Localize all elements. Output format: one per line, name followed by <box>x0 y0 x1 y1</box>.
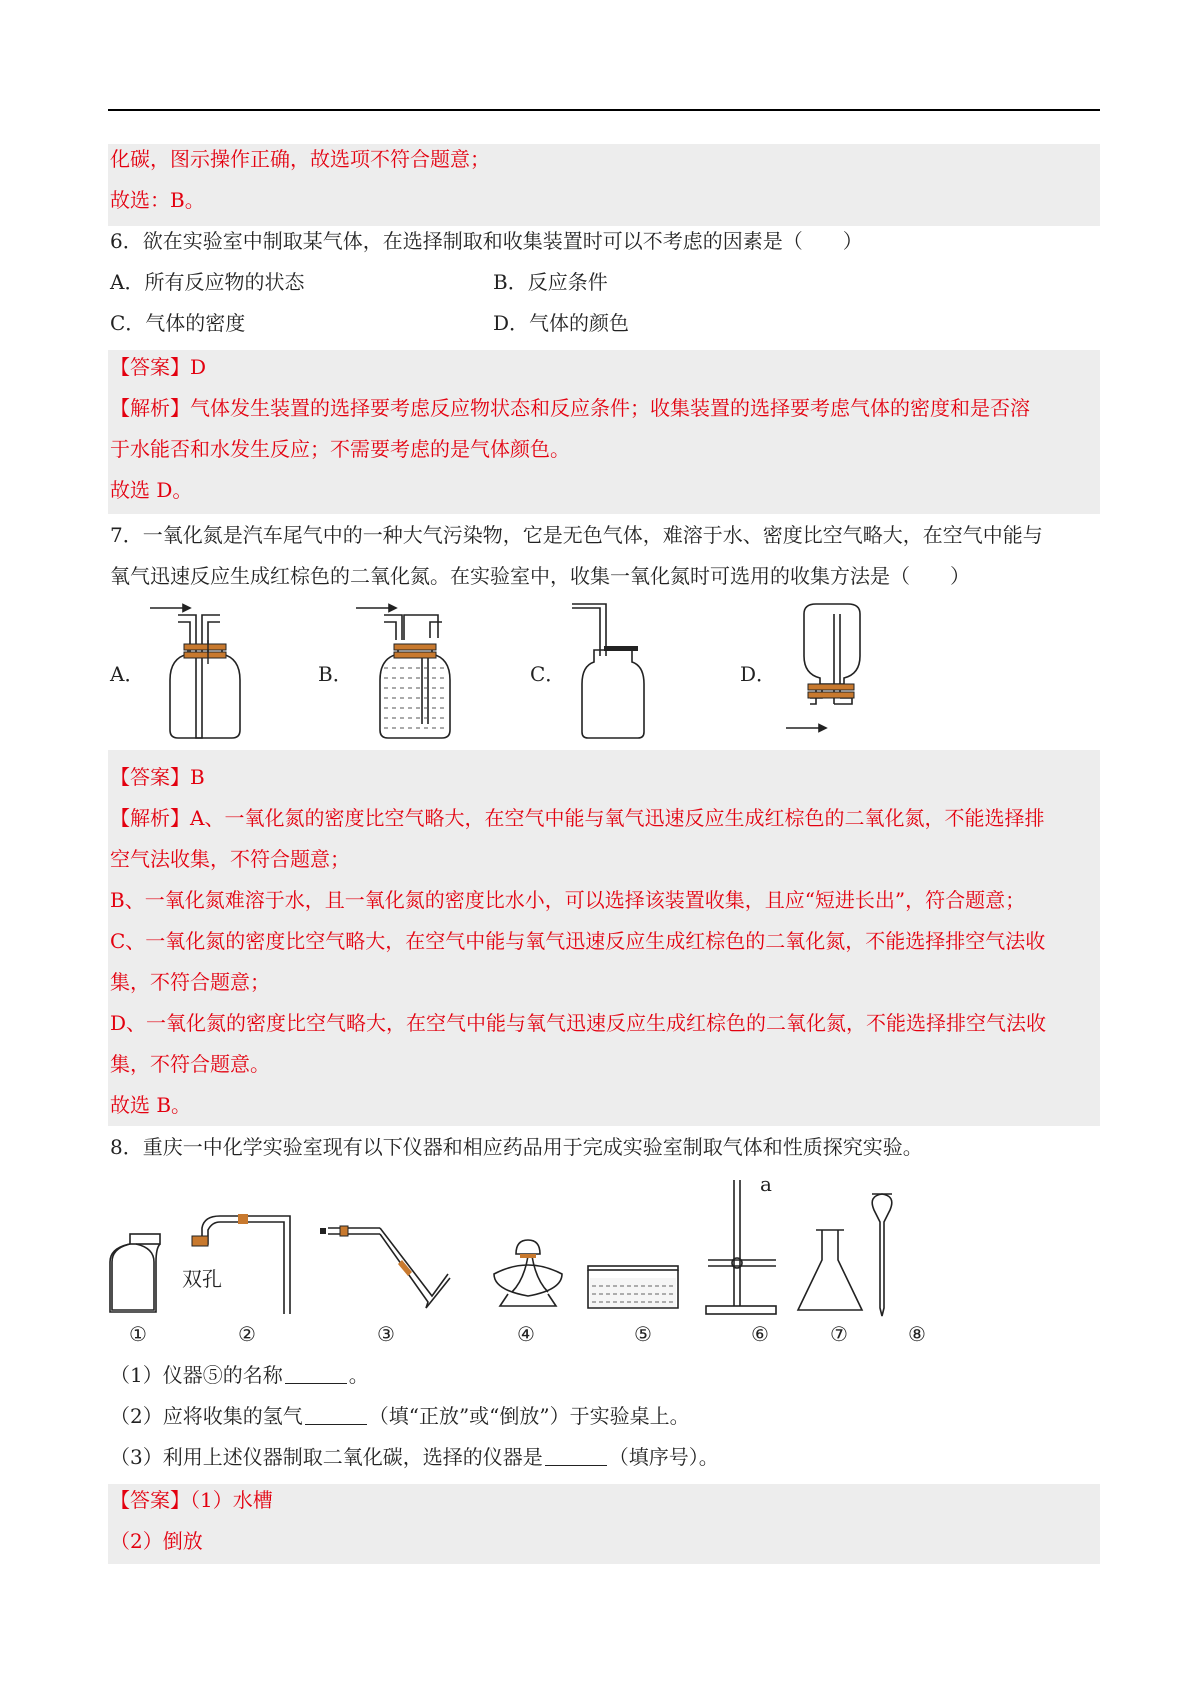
q5-choice: 故选：B。 <box>110 188 205 212</box>
q7-bottle-a-diagram <box>140 600 250 740</box>
q7-bottle-b-diagram <box>352 600 462 740</box>
q7-option-d-label: D． <box>740 662 777 686</box>
q7-option-a-label: A． <box>110 662 145 686</box>
apparatus-3-bent-tube <box>328 1228 450 1308</box>
q7-choice: 故选 B。 <box>110 1093 192 1117</box>
header-rule <box>108 109 1100 111</box>
apparatus-number-8: ⑧ <box>908 1322 926 1346</box>
q7-analysis-line1: 【解析】A、一氧化氮的密度比空气略大，在空气中能与氧气迅速反应生成红棕色的二氧化氮，不能选择排 <box>110 806 1045 830</box>
q6-option-c: C．气体的密度 <box>110 311 246 335</box>
q8-answer-prefix: 【答案】 <box>110 1488 190 1512</box>
apparatus-7-conical-flask <box>798 1230 862 1310</box>
apparatus-number-5: ⑤ <box>634 1322 652 1346</box>
apparatus-number-6: ⑥ <box>751 1322 769 1346</box>
q6-option-a: A．所有反应物的状态 <box>110 270 305 294</box>
label-double-hole: 双孔 <box>182 1267 222 1291</box>
q7-analysis-line6: D、一氧化氮的密度比空气略大，在空气中能与氧气迅速反应生成红棕色的二氧化氮，不能选择排空气法收 <box>110 1011 1047 1035</box>
q6-option-d: D．气体的颜色 <box>493 311 630 335</box>
q8-sub3-text: （3）利用上述仪器制取二氧化碳，选择的仪器是 <box>110 1445 543 1469</box>
q7-answer: 【答案】B <box>110 765 205 789</box>
q8-answer-2: （2）倒放 <box>110 1529 203 1553</box>
apparatus-1-gas-bottle <box>110 1234 160 1312</box>
q8-sub2-text: （2）应将收集的氢气 <box>110 1404 303 1428</box>
q7-analysis-line7: 集，不符合题意。 <box>110 1052 270 1076</box>
q8-answer-line1 <box>110 1486 273 1514</box>
apparatus-8-long-neck-funnel <box>872 1194 892 1316</box>
apparatus-number-1: ① <box>129 1322 147 1346</box>
apparatus-number-4: ④ <box>517 1322 535 1346</box>
apparatus-6-iron-stand <box>706 1180 776 1314</box>
label-a: a <box>760 1172 772 1196</box>
q7-analysis-line3: B、一氧化氮难溶于水，且一氧化氮的密度比水小，可以选择该装置收集，且应“短进长出”，符合题意； <box>110 888 1026 912</box>
q7-analysis-line4: C、一氧化氮的密度比空气略大，在空气中能与氧气迅速反应生成红棕色的二氧化氮，不能选择排空气法收 <box>110 929 1046 953</box>
q8-sub2-end: （填“正放”或“倒放”）于实验桌上。 <box>368 1404 690 1428</box>
q8-sub1-end: 。 <box>348 1363 369 1387</box>
q8-sub1-text: （1）仪器⑤的名称 <box>110 1363 283 1387</box>
q7-bottle-c-diagram <box>570 600 670 740</box>
q8-sub3-blank <box>545 1447 607 1466</box>
q7-analysis-line2: 空气法收集，不符合题意； <box>110 847 350 871</box>
apparatus-number-7: ⑦ <box>830 1322 848 1346</box>
apparatus-number-3: ③ <box>377 1322 395 1346</box>
apparatus-4-alcohol-lamp <box>494 1240 562 1306</box>
q7-option-b-label: B． <box>318 662 353 686</box>
q6-answer: 【答案】D <box>110 355 207 379</box>
q6-stem: 6．欲在实验室中制取某气体，在选择制取和收集装置时可以不考虑的因素是（ ） <box>110 229 863 253</box>
answer-block-q6 <box>108 350 1100 514</box>
q8-sub3 <box>110 1443 719 1471</box>
q8-sub2 <box>110 1402 690 1430</box>
q7-analysis-line5: 集，不符合题意； <box>110 970 270 994</box>
q7-bottle-d-diagram <box>780 600 890 740</box>
q5-analysis-tail: 化碳，图示操作正确，故选项不符合题意； <box>110 147 490 171</box>
q7-option-c-label: C． <box>530 662 566 686</box>
q8-sub1 <box>110 1361 369 1389</box>
q7-stem-line2: 氧气迅速反应生成红棕色的二氧化氮。在实验室中，收集一氧化氮时可选用的收集方法是（ ） <box>110 564 970 588</box>
q6-analysis-line1: 【解析】气体发生装置的选择要考虑反应物状态和反应条件；收集装置的选择要考虑气体的密度和是否溶 <box>110 396 1030 420</box>
q8-sub1-blank <box>285 1365 347 1384</box>
q6-analysis-line2: 于水能否和水发生反应；不需要考虑的是气体颜色。 <box>110 437 570 461</box>
q8-stem: 8．重庆一中化学实验室现有以下仪器和相应药品用于完成实验室制取气体和性质探究实验。 <box>110 1135 923 1159</box>
q7-stem-line1: 7．一氧化氮是汽车尾气中的一种大气污染物，它是无色气体，难溶于水、密度比空气略大，在空气中能与 <box>110 523 1043 547</box>
q8-sub3-end: （填序号）。 <box>608 1445 719 1469</box>
q6-choice: 故选 D。 <box>110 478 193 502</box>
q8-apparatus-diagram <box>108 1170 988 1320</box>
q6-option-b: B．反应条件 <box>493 270 608 294</box>
q8-sub2-blank <box>305 1406 367 1425</box>
q8-answer-1: （1）水槽 <box>190 1488 273 1512</box>
apparatus-number-2: ② <box>238 1322 256 1346</box>
apparatus-2-double-hole-stopper <box>192 1216 290 1314</box>
